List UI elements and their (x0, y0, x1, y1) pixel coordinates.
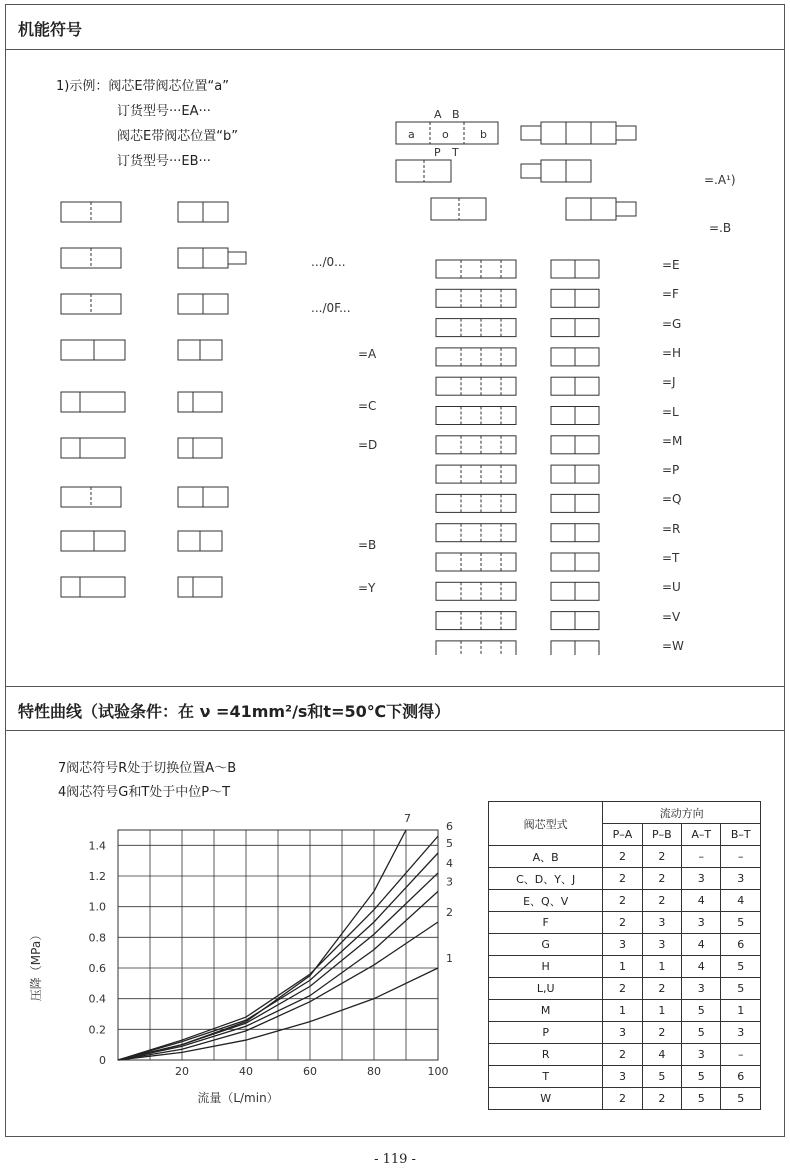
series-label: 4 (446, 856, 453, 870)
series-label: 3 (446, 875, 453, 889)
symbol-label: =P (662, 463, 680, 478)
table-column-header: B–T (721, 824, 761, 846)
symbol-label: =V (662, 609, 681, 624)
table-cell: 1 (603, 956, 642, 978)
series-label: 2 (446, 906, 453, 919)
y-tick-label: 0.2 (88, 1023, 106, 1037)
table-cell: 5 (682, 1000, 721, 1022)
table-row (489, 1044, 761, 1066)
table-cell: 2 (642, 1088, 681, 1110)
table-cell: 5 (682, 1022, 721, 1044)
page-frame (5, 4, 785, 1137)
table-cell: 4 (682, 934, 721, 956)
series-label: 5 (446, 837, 453, 850)
table-column-header: A–T (682, 824, 721, 846)
y-tick-label: 0.6 (88, 962, 106, 975)
symbol-label: =H (662, 345, 682, 360)
symbol-label: =E (662, 258, 680, 272)
table-row (489, 912, 761, 934)
flow-direction-table (488, 801, 761, 1110)
symbol-label: =.B (709, 221, 732, 235)
symbol-label: =F (662, 287, 679, 302)
table-cell: 2 (642, 978, 681, 1000)
table-cell: 3 (603, 934, 642, 956)
table-cell: 4 (682, 890, 721, 912)
symbol-label: .../0... (311, 255, 346, 269)
table-row (489, 1022, 761, 1044)
x-tick-label: 80 (367, 1065, 381, 1078)
table-cell: 5 (721, 956, 761, 978)
table-cell: 4 (682, 956, 721, 978)
right-symbols (431, 250, 621, 655)
port-p-label: P (434, 146, 441, 159)
table-cell-type: H (489, 956, 603, 978)
symbol-label: =G (662, 316, 682, 331)
y-tick-label: 1.0 (88, 900, 106, 914)
table-cell: 2 (642, 890, 681, 912)
table-cell: 5 (721, 912, 761, 934)
table-cell: 1 (721, 1000, 761, 1022)
x-tick-label: 100 (427, 1065, 449, 1078)
table-row (489, 934, 761, 956)
table-cell: 2 (603, 868, 642, 890)
table-cell: 1 (642, 1000, 681, 1022)
table-cell-type: T (489, 1066, 603, 1088)
symbol-label: =W (662, 638, 684, 653)
series-label: 6 (446, 820, 453, 834)
symbol-label: =U (662, 580, 681, 595)
left-symbols (56, 190, 276, 610)
table-cell: 3 (642, 912, 681, 934)
table-cell: 5 (642, 1066, 681, 1088)
symbol-label: =M (662, 433, 683, 448)
table-cell: 3 (682, 868, 721, 890)
table-cell: 3 (642, 934, 681, 956)
port-t-label: T (452, 146, 459, 159)
table-header-type: 阀芯型式 (489, 802, 603, 846)
symbols-area (6, 50, 784, 686)
table-cell: 2 (642, 1022, 681, 1044)
table-cell: 5 (682, 1066, 721, 1088)
note-line: 4阀芯符号G和T处于中位P～T (58, 785, 231, 800)
pos-a-label: a (408, 128, 415, 141)
table-cell-type: F (489, 912, 603, 934)
x-tick-label: 40 (239, 1065, 253, 1078)
pos-o-label: o (442, 128, 449, 141)
example-symbols (386, 110, 646, 250)
table-cell: 2 (603, 846, 642, 868)
table-cell: 3 (603, 1066, 642, 1088)
table-cell: 3 (682, 912, 721, 934)
table-cell: 4 (721, 890, 761, 912)
table-cell: 5 (682, 1088, 721, 1110)
symbol-label: =R (662, 521, 681, 536)
table-cell: 2 (603, 978, 642, 1000)
table-cell-type: L,U (489, 978, 603, 1000)
port-a-label: A (434, 110, 442, 121)
table-cell-type: M (489, 1000, 603, 1022)
table-row (489, 868, 761, 890)
page-number: - 119 - (374, 1152, 416, 1167)
table-cell-type: R (489, 1044, 603, 1066)
table-row (489, 978, 761, 1000)
table-cell: 3 (603, 1022, 642, 1044)
symbol-label: =D (358, 438, 378, 452)
y-tick-label: 1.2 (88, 870, 106, 883)
table-cell: 2 (603, 1088, 642, 1110)
x-axis-label: 流量（L/min） (197, 1091, 279, 1105)
table-cell-type: P (489, 1022, 603, 1044)
table-cell: 2 (603, 912, 642, 934)
table-cell: 2 (642, 846, 681, 868)
table-cell: 1 (642, 956, 681, 978)
y-tick-label: 0.8 (88, 931, 106, 945)
y-tick-label: 1.4 (88, 839, 106, 853)
table-cell: 1 (603, 1000, 642, 1022)
table-cell: 6 (721, 934, 761, 956)
table-row (489, 1000, 761, 1022)
symbol-label: =L (662, 404, 679, 419)
table-cell: 2 (603, 1044, 642, 1066)
table-cell: – (721, 1044, 761, 1066)
example-line: 1)示例：阀芯E带阀芯位置“a” (56, 79, 229, 94)
series-label: 1 (446, 952, 453, 965)
table-cell-type: C、D、Y、J (489, 868, 603, 890)
table-cell-type: E、Q、V (489, 890, 603, 912)
section-title-symbols: 机能符号 (6, 5, 784, 50)
symbol-label: =Y (358, 581, 376, 595)
example-line: 阀芯E带阀芯位置“b” (117, 129, 238, 144)
y-tick-label: 0.4 (88, 992, 106, 1006)
table-cell: 5 (721, 1088, 761, 1110)
series-line (118, 830, 406, 1060)
table-row (489, 1088, 761, 1110)
table-cell: 5 (721, 978, 761, 1000)
table-cell: 4 (642, 1044, 681, 1066)
symbol-label: =C (358, 399, 377, 413)
table-cell: 2 (642, 868, 681, 890)
table-cell: 3 (721, 868, 761, 890)
table-row (489, 1066, 761, 1088)
table-column-header: P–B (642, 824, 681, 846)
table-cell: 3 (721, 1022, 761, 1044)
series-label: 7 (404, 812, 411, 825)
symbol-label: .../0F... (311, 301, 351, 315)
y-tick-label: 0 (99, 1054, 106, 1067)
symbol-label: =.A¹) (704, 173, 736, 187)
y-axis-label: 压降（MPa） (29, 928, 43, 1002)
note-line: 7阀芯符号R处于切换位置A～B (58, 761, 237, 776)
pos-b-label: b (480, 128, 487, 141)
table-cell: – (721, 846, 761, 868)
x-tick-label: 20 (175, 1065, 189, 1078)
x-tick-label: 60 (303, 1065, 317, 1078)
table-header-group: 流动方向 (603, 802, 761, 824)
table-cell-type: G (489, 934, 603, 956)
symbol-label: =J (662, 375, 676, 390)
table-cell: 3 (682, 978, 721, 1000)
table-column-header: P–A (603, 824, 642, 846)
symbol-label: =B (358, 538, 377, 552)
pressure-drop-chart (18, 800, 463, 1115)
table-cell: 3 (682, 1044, 721, 1066)
table-cell: 6 (721, 1066, 761, 1088)
example-line: 订货型号···EB··· (117, 154, 211, 169)
table-row (489, 846, 761, 868)
table-cell-type: A、B (489, 846, 603, 868)
table-row (489, 890, 761, 912)
section-title-curves: 特性曲线（试验条件：在 ν =41mm²/s和t=50℃下测得） (6, 686, 784, 731)
symbol-label: =T (662, 551, 680, 565)
example-line: 订货型号···EA··· (117, 104, 211, 119)
table-cell-type: W (489, 1088, 603, 1110)
table-cell: – (682, 846, 721, 868)
table-cell: 2 (603, 890, 642, 912)
symbol-label: =Q (662, 492, 682, 507)
symbol-label: =A (358, 347, 377, 361)
table-row (489, 956, 761, 978)
port-b-label: B (452, 110, 460, 121)
